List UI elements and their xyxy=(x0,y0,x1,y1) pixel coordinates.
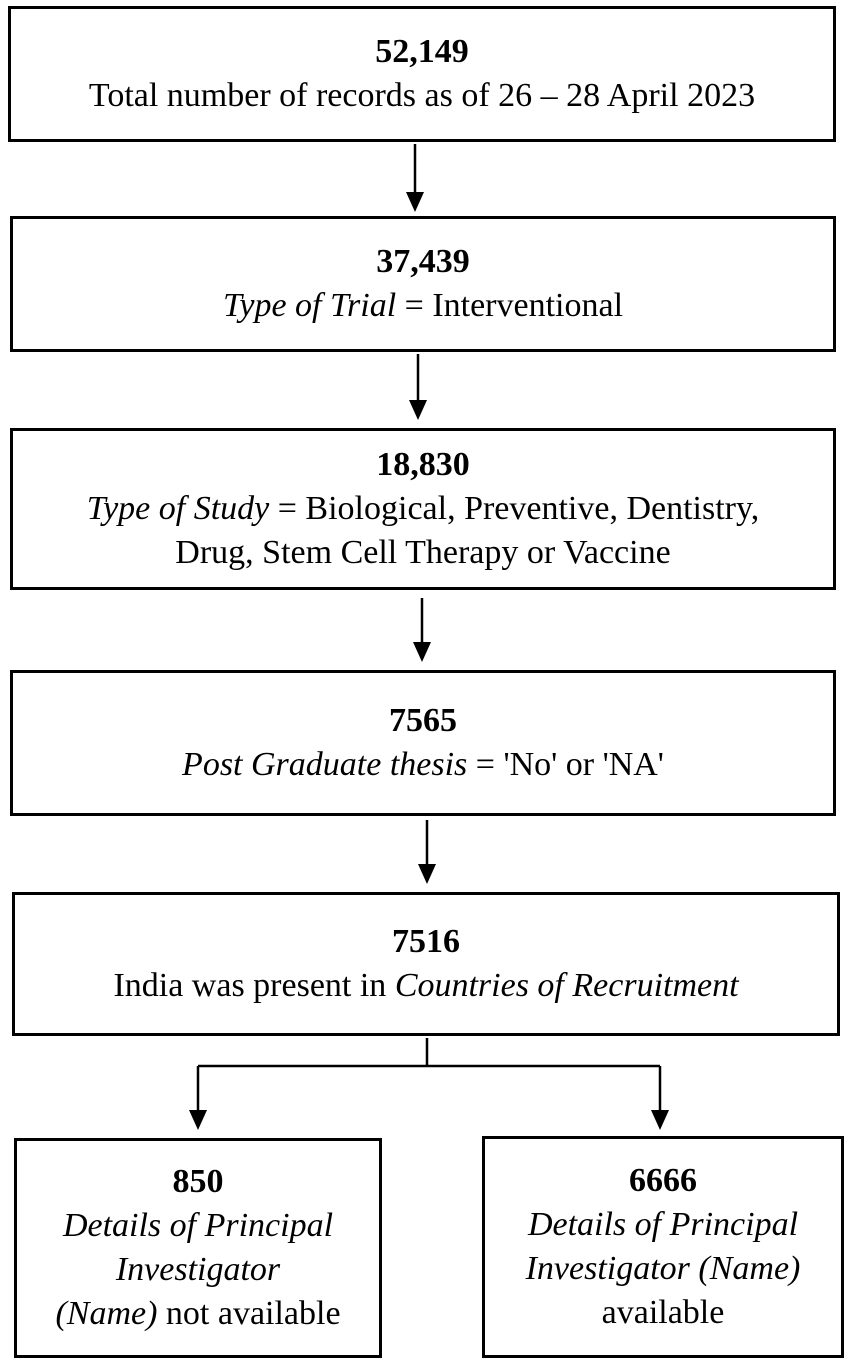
arrowhead-5-to-7 xyxy=(651,1110,669,1130)
box-type-of-study xyxy=(10,428,836,590)
box-post-graduate-thesis xyxy=(10,670,836,816)
box-count: 7565 xyxy=(389,702,457,739)
box-description: Total number of records as of 26 – 28 April 2023 xyxy=(88,77,756,114)
criterion-label: Countries of Recruitment xyxy=(394,967,739,1004)
box-description xyxy=(223,284,623,328)
box-count: 52,149 xyxy=(375,33,469,70)
box-countries-of-recruitment xyxy=(12,892,840,1036)
box-description-line-2: Investigator xyxy=(115,1251,281,1288)
box-count: 18,830 xyxy=(376,446,470,483)
box-count: 37,439 xyxy=(376,243,470,280)
box-description-line-2: Investigator (Name) xyxy=(525,1250,801,1287)
criterion-label: Type of Study xyxy=(86,490,270,527)
box-type-of-trial xyxy=(10,216,836,352)
criterion-value: = Biological, Preventive, Dentistry, xyxy=(269,490,760,527)
box-description-line-1: Details of Principal xyxy=(527,1206,799,1243)
criterion-text: India was present in xyxy=(113,967,395,1004)
box-description xyxy=(87,487,760,531)
box-description xyxy=(113,964,738,1008)
arrowhead-1-to-2 xyxy=(406,192,424,212)
criterion-value: = 'No' or 'NA' xyxy=(467,746,664,783)
criterion-value-line-2: Drug, Stem Cell Therapy or Vaccine xyxy=(175,534,671,571)
box-count: 6666 xyxy=(629,1162,697,1199)
arrowhead-2-to-3 xyxy=(409,400,427,420)
criterion-value: = Interventional xyxy=(396,287,624,324)
criterion-value: not available xyxy=(157,1295,341,1332)
arrowhead-4-to-5 xyxy=(418,864,436,884)
box-description-line-3: available xyxy=(601,1294,725,1331)
box-pi-not-available xyxy=(14,1138,382,1358)
arrowhead-3-to-4 xyxy=(413,642,431,662)
box-description xyxy=(182,743,664,787)
box-count: 850 xyxy=(172,1163,224,1200)
criterion-label: (Name) xyxy=(55,1295,158,1332)
criterion-label: Type of Trial xyxy=(222,287,397,324)
box-description-line-1: Details of Principal xyxy=(62,1207,334,1244)
arrowhead-5-to-6 xyxy=(189,1110,207,1130)
box-count: 7516 xyxy=(392,923,460,960)
box-pi-available xyxy=(482,1136,844,1358)
criterion-label: Post Graduate thesis xyxy=(182,746,468,783)
box-description-line-3 xyxy=(55,1292,340,1336)
box-total-records xyxy=(8,6,836,142)
